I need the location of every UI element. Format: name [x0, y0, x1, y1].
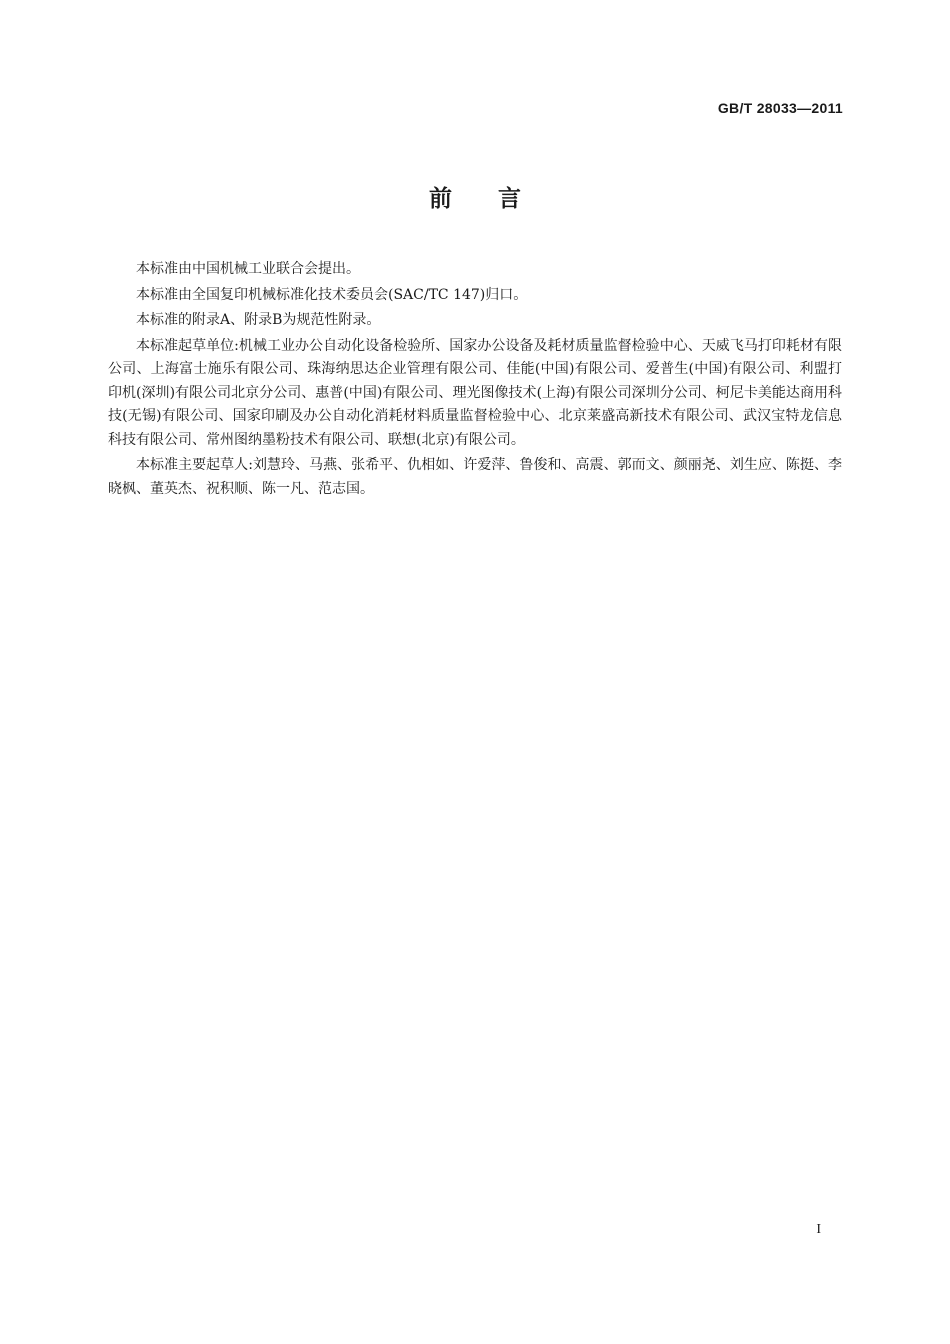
paragraph-drafting-units: 本标准起草单位:机械工业办公自动化设备检验所、国家办公设备及耗材质量监督检验中心、天威飞马打印耗材有限公司、上海富士施乐有限公司、珠海纳思达企业管理有限公司、佳能(中国)有限公司、爱普生(中国)有限公司、利盟打印机(深圳)有限公司北京分公司、惠普(中国)有限公司、理光图像技术(上海)有限公司深圳分公司、柯尼卡美能达商用科技(无锡)有限公司、国家印刷及办公自动化消耗材料质量监督检验中心、北京莱盛高新技术有限公司、武汉宝特龙信息科技有限公司、常州图纳墨粉技术有限公司、联想(北京)有限公司。 — [108, 337, 842, 448]
paragraph-committee: 本标准由全国复印机械标准化技术委员会(SAC/TC 147)归口。 — [136, 286, 528, 303]
page-number: I — [816, 1222, 821, 1237]
standard-code: GB/T 28033—2011 — [717, 100, 843, 116]
paragraph-annex: 本标准的附录A、附录B为规范性附录。 — [136, 312, 381, 328]
foreword-body — [108, 258, 842, 503]
paragraph-drafters: 本标准主要起草人:刘慧玲、马燕、张希平、仇相如、许爱萍、鲁俊和、高震、郭而文、颜丽尧、刘生应、陈挺、李晓枫、董英杰、祝积顺、陈一凡、范志国。 — [108, 457, 842, 497]
page-title: 前言 — [429, 186, 567, 212]
paragraph-proposer: 本标准由中国机械工业联合会提出。 — [136, 261, 360, 277]
